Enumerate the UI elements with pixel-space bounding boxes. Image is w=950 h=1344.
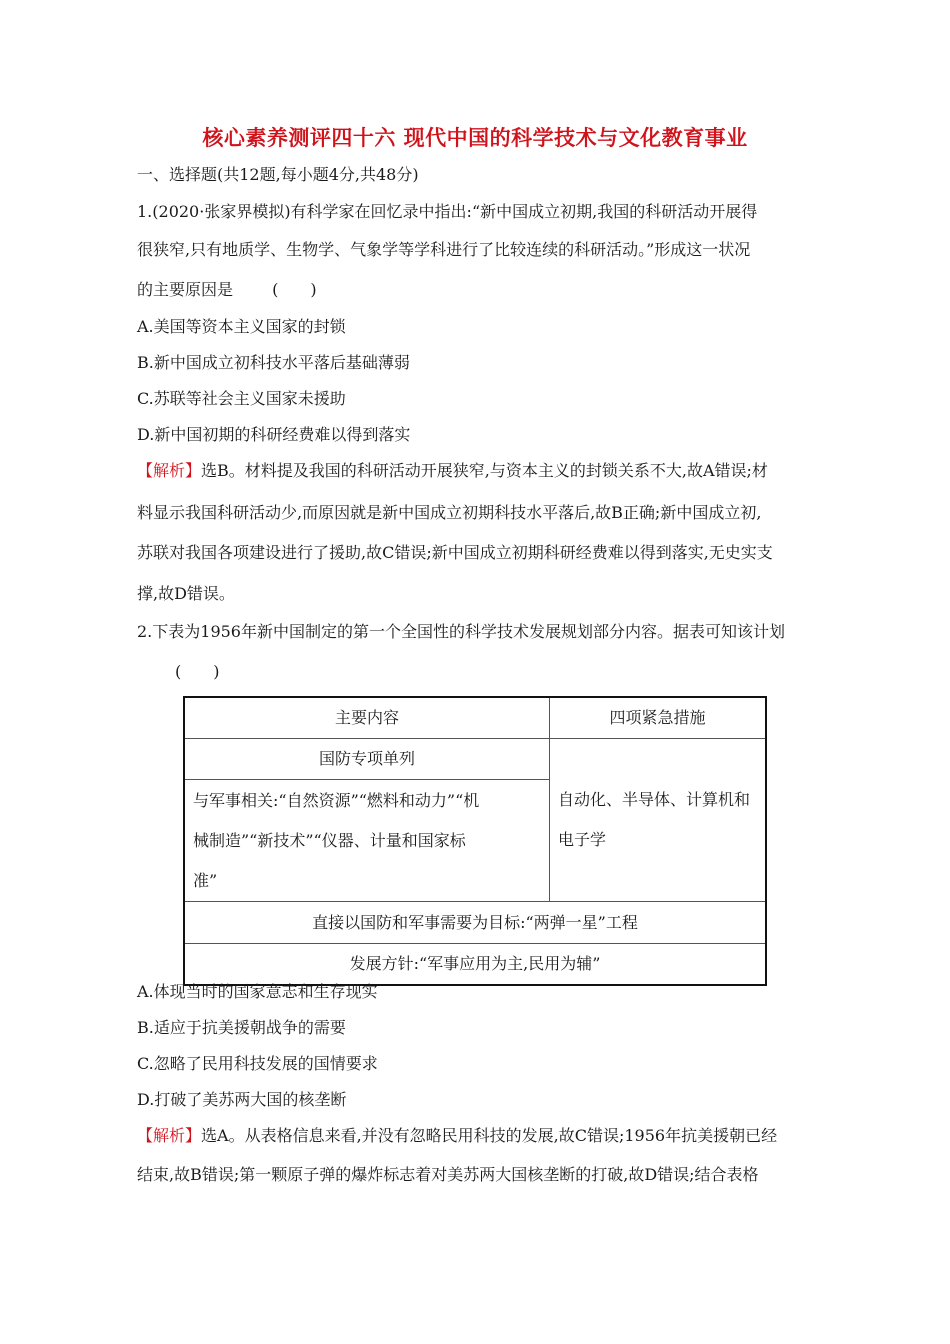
q1-answer-paren: ( ) — [272, 280, 317, 299]
table-cell-defense: 国防专项单列 — [184, 739, 550, 780]
page-title: 核心素养测评四十六 现代中国的科学技术与文化教育事业 — [202, 125, 748, 150]
q1-analysis-line: 撑,故D错误。 — [137, 584, 235, 603]
q1-stem-line: 很狭窄,只有地质学、生物学、气象学等学科进行了比较连续的科研活动。”形成这一状况 — [137, 240, 751, 259]
table-row — [184, 739, 766, 780]
q1-stem-text: 的主要原因是 — [137, 280, 234, 299]
plan-table — [183, 696, 767, 986]
q2-analysis-line-1 — [137, 1125, 817, 1147]
q1-option-d: D.新中国初期的科研经费难以得到落实 — [137, 425, 411, 444]
q2-analysis-text: 选A。从表格信息来看,并没有忽略民用科技的发展,故C错误;1956年抗美援朝已经 — [201, 1126, 778, 1145]
table-cell-policy: 发展方针:“军事应用为主,民用为辅” — [184, 944, 766, 986]
section-heading: 一、选择题(共12题,每小题4分,共48分) — [137, 165, 419, 184]
cell-line: 械制造”“新技术”“仪器、计量和国家标 — [193, 830, 466, 850]
cell-line: 电子学 — [558, 830, 607, 849]
q2-analysis-line: 结束,故B错误;第一颗原子弹的爆炸标志着对美苏两大国核垄断的打破,故D错误;结合表格 — [137, 1165, 759, 1184]
table-row — [184, 944, 766, 986]
q1-analysis-line-1 — [137, 460, 817, 482]
table-cell-military-related — [184, 780, 550, 902]
q1-option-a: A.美国等资本主义国家的封锁 — [137, 317, 346, 336]
table-row — [184, 902, 766, 944]
table-header-row — [184, 697, 766, 739]
analysis-tag: 【解析】 — [137, 1126, 202, 1145]
cell-line: 与军事相关:“自然资源”“燃料和动力”“机 — [193, 790, 480, 810]
table-cell-urgent-measures — [550, 739, 767, 902]
table-header-urgent-measures: 四项紧急措施 — [550, 697, 767, 739]
q2-stem-line: 2.下表为1956年新中国制定的第一个全国性的科学技术发展规划部分内容。据表可知该计划 — [137, 622, 785, 641]
q2-option-a: A.体现当时的国家意志和生存现实 — [137, 982, 378, 1001]
cell-line: 准” — [193, 870, 218, 890]
cell-line: 自动化、半导体、计算机和 — [558, 790, 751, 809]
q2-answer-paren: ( ) — [175, 662, 220, 681]
q1-option-c: C.苏联等社会主义国家未援助 — [137, 389, 346, 408]
q2-option-d: D.打破了美苏两大国的核垄断 — [137, 1090, 347, 1109]
q1-analysis-line: 苏联对我国各项建设进行了援助,故C错误;新中国成立初期科研经费难以得到落实,无史实支 — [137, 543, 773, 562]
q1-option-b: B.新中国成立初科技水平落后基础薄弱 — [137, 353, 410, 372]
table-cell-two-bombs-one-satellite: 直接以国防和军事需要为目标:“两弹一星”工程 — [184, 902, 766, 944]
q2-option-c: C.忽略了民用科技发展的国情要求 — [137, 1054, 378, 1073]
q1-analysis-line: 料显示我国科研活动少,而原因就是新中国成立初期科技水平落后,故B正确;新中国成立初, — [137, 503, 762, 522]
q1-stem-line: 1.(2020·张家界模拟)有科学家在回忆录中指出:“新中国成立初期,我国的科研活动开展得 — [137, 202, 758, 221]
q1-analysis-text: 选B。材料提及我国的科研活动开展狭窄,与资本主义的封锁关系不大,故A错误;材 — [201, 461, 768, 480]
q1-stem-line-3 — [137, 279, 817, 301]
table-header-main-content: 主要内容 — [184, 697, 550, 739]
q2-option-b: B.适应于抗美援朝战争的需要 — [137, 1018, 346, 1037]
analysis-tag: 【解析】 — [137, 461, 202, 480]
